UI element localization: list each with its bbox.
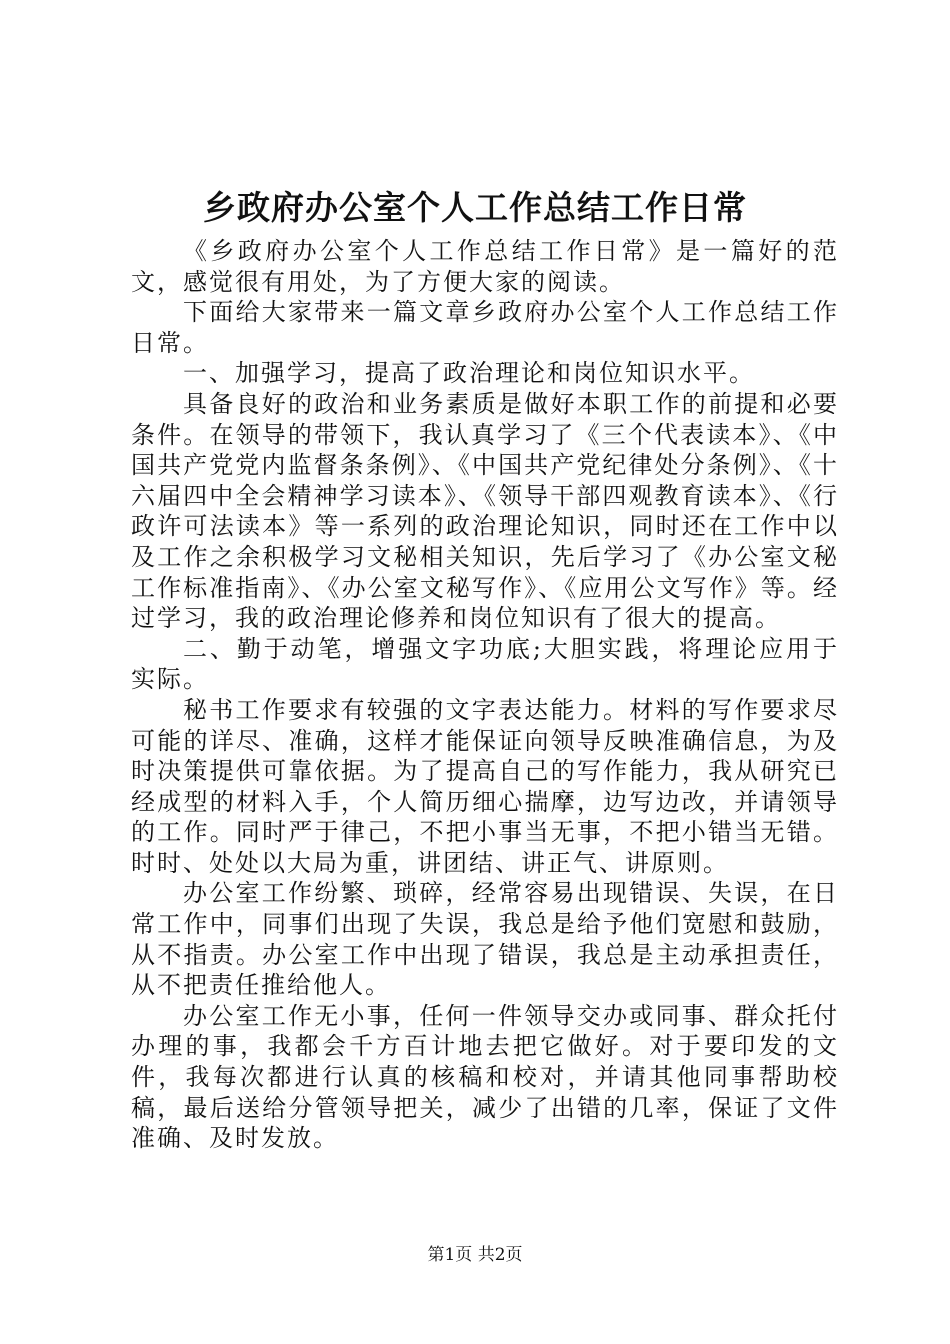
paragraph-writing: 秘书工作要求有较强的文字表达能力。材料的写作要求尽可能的详尽、准确，这样才能保证向领导反映准确信息，为及时决策提供可靠依据。为了提高自己的写作能力，我从研究已经成型的材料入手，个人简历细心揣摩，边写边改，并请领导的工作。同时严于律己，不把小事当无事，不把小错当无错。时时、处处以大局为重，讲团结、讲正气、讲原则。 (131, 695, 839, 877)
paragraph-teamwork: 办公室工作纷繁、琐碎，经常容易出现错误、失误，在日常工作中，同事们出现了失误，我总是给予他们宽慰和鼓励，从不指责。办公室工作中出现了错误，我总是主动承担责任，从不把责任推给他人。 (131, 879, 839, 1000)
document-body (131, 236, 839, 1154)
paragraph-diligence: 办公室工作无小事，任何一件领导交办或同事、群众托付办理的事，我都会千方百计地去把它做好。对于要印发的文件，我每次都进行认真的核稿和校对，并请其他同事帮助校稿，最后送给分管领导把关，减少了出错的几率，保证了文件准确、及时发放。 (131, 1001, 839, 1153)
paragraph-lead: 下面给大家带来一篇文章乡政府办公室个人工作总结工作日常。 (131, 298, 839, 357)
page-title: 乡政府办公室个人工作总结工作日常 (203, 188, 747, 227)
paragraph-study: 具备良好的政治和业务素质是做好本职工作的前提和必要条件。在领导的带领下，我认真学习了《三个代表读本》、《中国共产党党内监督条条例》、《中国共产党纪律处分条例》、《十六届四中全会精神学习读本》、《领导干部四观教育读本》、《行政许可法读本》等一系列的政治理论知识，同时还在工作中以及工作之余积极学习文秘相关知识，先后学习了《办公室文秘工作标准指南》、《办公室文秘写作》、《应用公文写作》等。经过学习，我的政治理论修养和岗位知识有了很大的提高。 (131, 389, 839, 633)
paragraph-intro: 《乡政府办公室个人工作总结工作日常》是一篇好的范文，感觉很有用处，为了方便大家的阅读。 (131, 237, 839, 296)
page-footer: 第1页 共2页 (427, 1245, 523, 1265)
section-heading-2: 二、勤于动笔，增强文字功底;大胆实践，将理论应用于实际。 (131, 634, 839, 694)
section-heading-1: 一、加强学习，提高了政治理论和岗位知识水平。 (183, 359, 755, 388)
